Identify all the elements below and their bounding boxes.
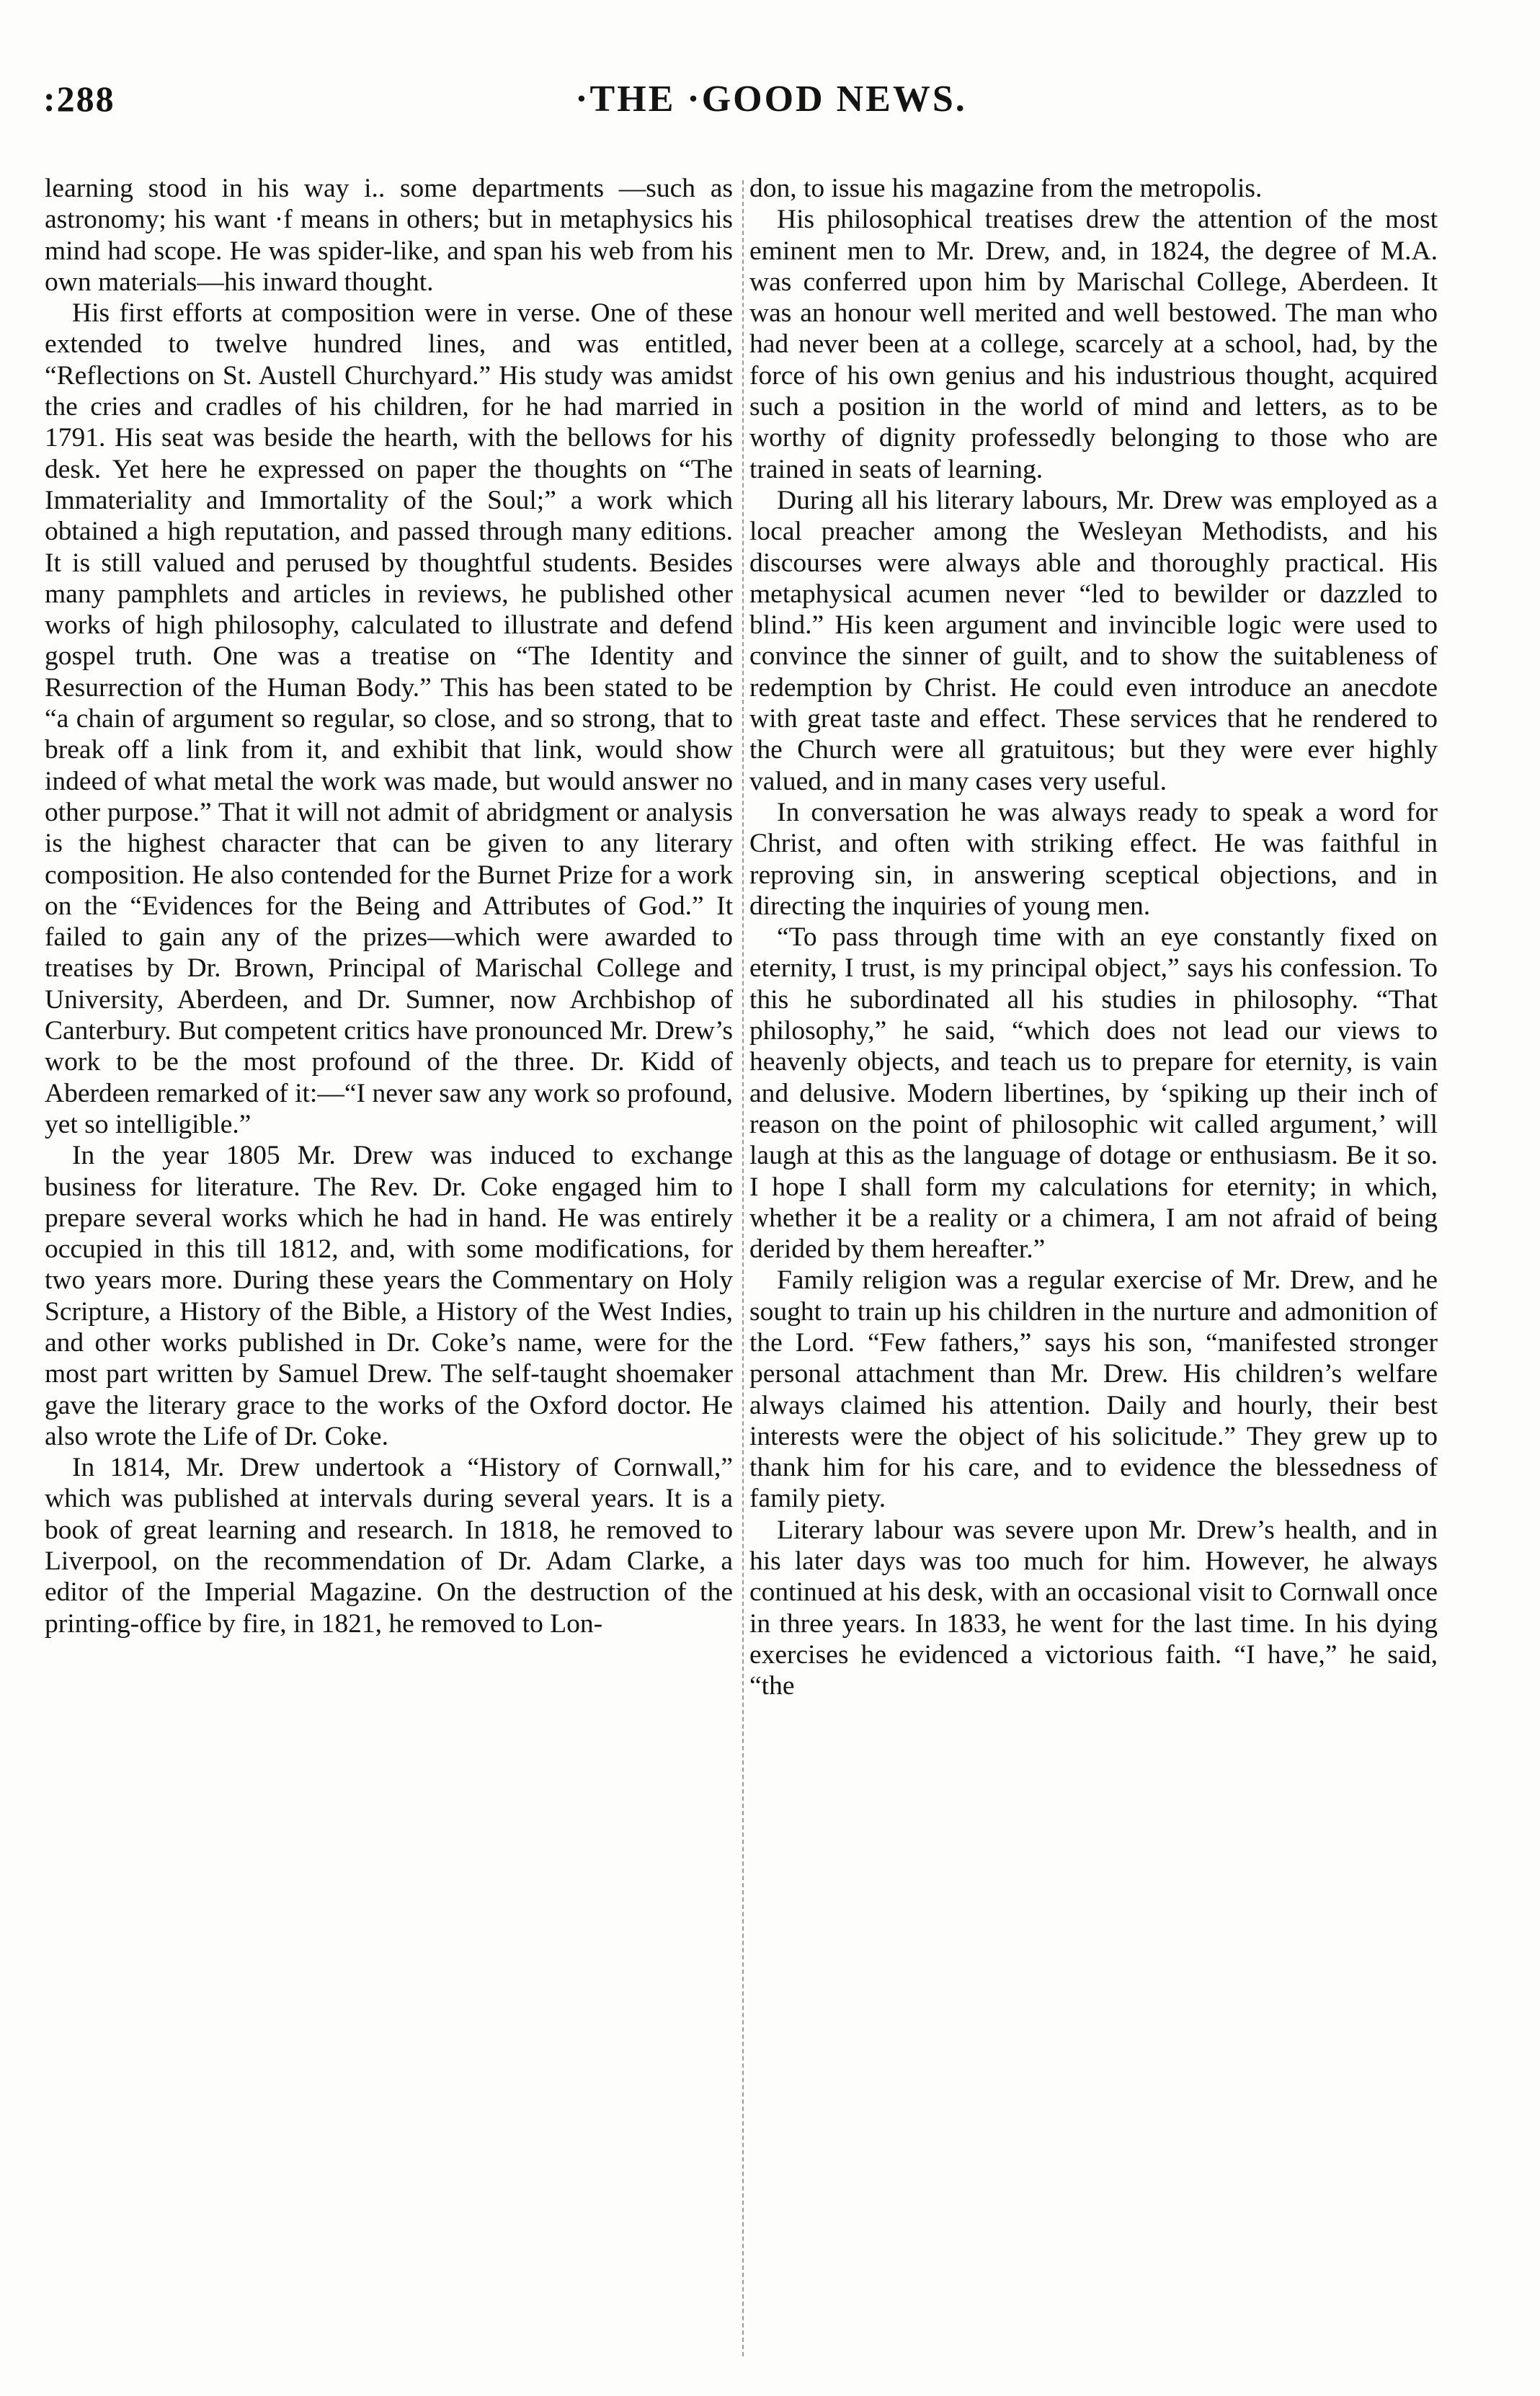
page-header: [43, 78, 1499, 143]
page-number: :288: [43, 79, 115, 119]
column-divider: [742, 180, 744, 2356]
paragraph: learning stood in his way i.. some departments —such as astronomy; his want ·f means in others; but in metaphysics his mind had scope. He was spider-like, and span his web from his own materials—his inward thought.: [45, 174, 733, 297]
paragraph: Family religion was a regular exercise of Mr. Drew, and he sought to train up his children in the nurture and admonition of the Lord. “Few fathers,” says his son, “manifested stronger personal attachment than Mr. Drew. His children’s welfare always claimed his attention. Daily and hourly, their best interests were the object of his solicitude.” They grew up to thank him for his care, and to evidence the blessedness of family piety.: [749, 1265, 1438, 1514]
paragraph: In the year 1805 Mr. Drew was induced to exchange business for literature. The Rev. Dr. Coke engaged him to prepare several works which he had in hand. He was entirely occupied in this till 1812, and, with some modifications, for two years more. During these years the Commentary on Holy Scripture, a History of the Bible, a History of the West Indies, and other works published in Dr. Coke’s name, were for the most part written by Samuel Drew. The self-taught shoemaker gave the literary grace to the works of the Oxford doctor. He also wrote the Life of Dr. Coke.: [45, 1141, 733, 1451]
paragraph: In conversation he was always ready to speak a word for Christ, and often with striking effect. He was faithful in reproving sin, in answering sceptical objections, and in directing the inquiries of young men.: [749, 797, 1438, 921]
left-column: [45, 173, 733, 2364]
paragraph: Literary labour was severe upon Mr. Drew’s health, and in his later days was too much for him. However, he always continued at his desk, with an occasional visit to Cornwall once in three years. In 1833, he went for the last time. In his dying exercises he evidenced a victorious faith. “I have,” he said, “the: [749, 1515, 1438, 1701]
paragraph: His philosophical treatises drew the attention of the most eminent men to Mr. Drew, and, in 1824, the degree of M.A. was conferred upon him by Marischal College, Aberdeen. It was an honour well merited and well bestowed. The man who had never been at a college, scarcely at a school, had, by the force of his own genius and his industrious thought, acquired such a position in the world of mind and letters, as to be worthy of dignity professedly belonging to those who are trained in seats of learning.: [749, 205, 1438, 484]
paragraph: In 1814, Mr. Drew undertook a “History of Cornwall,” which was published at intervals during several years. It is a book of great learning and research. In 1818, he removed to Liverpool, on the recommendation of Dr. Adam Clarke, a editor of the Imperial Magazine. On the destruction of the printing-office by fire, in 1821, he removed to Lon-: [45, 1453, 733, 1639]
right-column: [749, 173, 1438, 2364]
paragraph: “To pass through time with an eye constantly fixed on eternity, I trust, is my principal object,” says his confession. To this he subordinated all his studies in philosophy. “That philosophy,” he said, “which does not lead our views to heavenly objects, and teach us to prepare for eternity, is vain and delusive. Modern libertines, by ‘spiking up their inch of reason on the point of philosophic wit called argument,’ will laugh at this as the language of dotage or enthusiasm. Be it so. I hope I shall form my calculations for eternity; in which, whether it be a reality or a chimera, I am not afraid of being derided by them hereafter.”: [749, 922, 1438, 1265]
paragraph: don, to issue his magazine from the metropolis.: [749, 174, 1263, 203]
running-head: ·THE ·GOOD NEWS.: [575, 79, 967, 120]
paragraph: His first efforts at composition were in verse. One of these extended to twelve hundred lines, and was entitled, “Reflections on St. Austell Churchyard.” His study was amidst the cries and cradles of his children, for he had married in 1791. His seat was beside the hearth, with the bellows for his desk. Yet here he expressed on paper the thoughts on “The Immateriality and Immortality of the Soul;” a work which obtained a high reputation, and passed through many editions. It is still valued and perused by thoughtful students. Besides many pamphlets and articles in reviews, he published other works of high philosophy, calculated to illustrate and defend gospel truth. One was a treatise on “The Identity and Resurrection of the Human Body.” This has been stated to be “a chain of argument so regular, so close, and so strong, that to break off a link from it, and exhibit that link, would show indeed of what metal the work was made, but would answer no other purpose.” That it will not admit of abridgment or analysis is the highest character that can be given to any literary composition. He also contended for the Burnet Prize for a work on the “Evidences for the Being and Attributes of God.” It failed to gain any of the prizes—which were awarded to treatises by Dr. Brown, Principal of Marischal College and University, Aberdeen, and Dr. Sumner, now Archbishop of Canterbury. But competent critics have pronounced Mr. Drew’s work to be the most profound of the three. Dr. Kidd of Aberdeen remarked of it:—“I never saw any work so profound, yet so intelligible.”: [45, 298, 733, 1139]
paragraph: During all his literary labours, Mr. Drew was employed as a local preacher among the Wesleyan Methodists, and his discourses were always able and thoroughly practical. His metaphysical acumen never “led to bewilder or dazzled to blind.” His keen argument and invincible logic were used to convince the sinner of guilt, and to show the suitableness of redemption by Christ. He could even introduce an anecdote with great taste and effect. These services that he rendered to the Church were all gratuitous; but they were ever highly valued, and in many cases very useful.: [749, 485, 1438, 796]
